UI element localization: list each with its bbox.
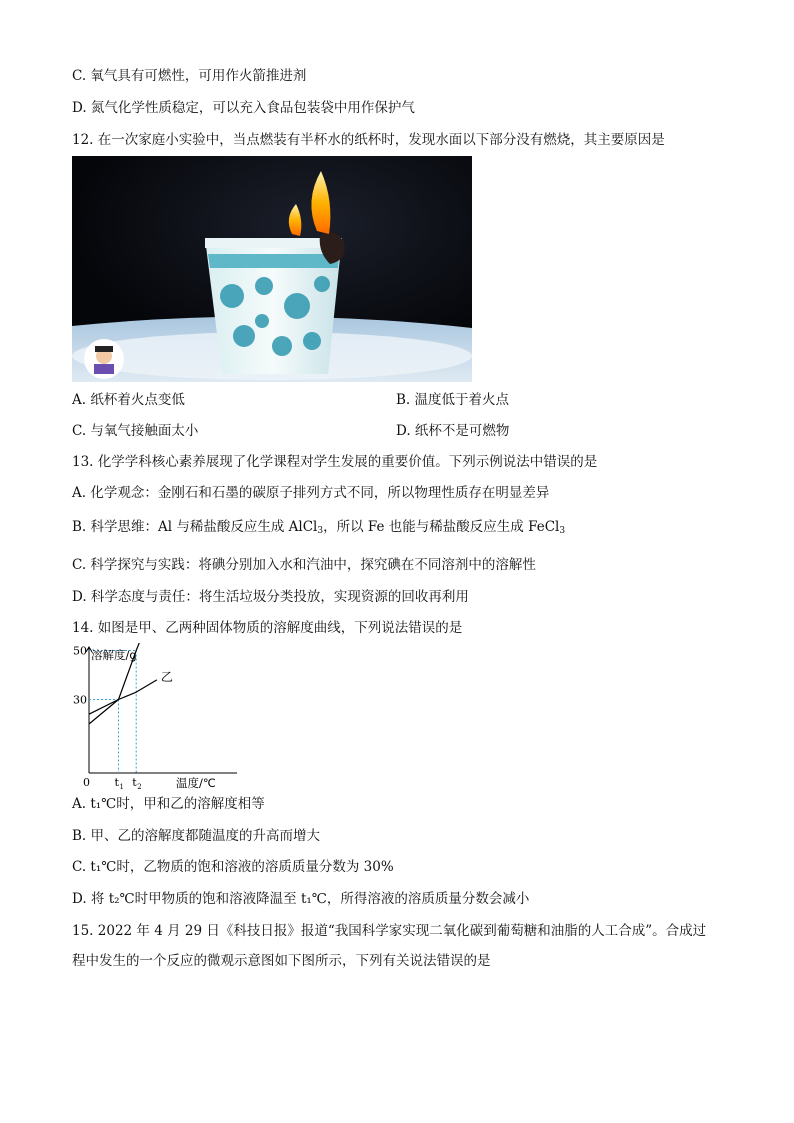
origin-label: 0 [83, 776, 90, 789]
question-13: 13. 化学学科核心素养展现了化学课程对学生发展的重要价值。下列示例说法中错误的是 [72, 454, 598, 470]
option-11d: D. 氮气化学性质稳定，可以充入食品包装袋中用作保护气 [72, 100, 415, 116]
option-12b: B. 温度低于着火点 [396, 392, 510, 408]
option-13b-text-1: B. 科学思维：Al 与稀盐酸反应生成 AlCl [72, 519, 318, 535]
solubility-chart [72, 643, 242, 793]
question-14: 14. 如图是甲、乙两种固体物质的溶解度曲线，下列说法错误的是 [72, 620, 463, 636]
x-tick-t2: t [132, 776, 137, 789]
option-13d: D. 科学态度与责任：将生活垃圾分类投放，实现资源的回收再利用 [72, 589, 469, 605]
question-15-line-2: 程中发生的一个反应的微观示意图如下图所示，下列有关说法错误的是 [72, 953, 491, 969]
x-tick-sub-2: 2 [137, 783, 142, 791]
y-axis-label: 溶解度/g [91, 648, 137, 662]
option-13b-text-2: ，所以 Fe 也能与稀盐酸反应生成 FeCl [323, 519, 560, 535]
option-12d: D. 纸杯不是可燃物 [396, 423, 510, 439]
subscript-1: 3 [317, 526, 324, 536]
option-13b [72, 518, 565, 540]
option-12a: A. 纸杯着火点变低 [72, 392, 185, 408]
y-tick-30: 30 [73, 693, 87, 707]
option-14c: C. t₁℃时，乙物质的饱和溶液的溶质质量分数为 30% [72, 859, 394, 875]
burning-paper-cup-photo [72, 156, 472, 382]
option-14a: A. t₁℃时，甲和乙的溶解度相等 [72, 796, 265, 812]
x-tick-t1: t [114, 776, 119, 789]
x-tick-sub-1: 1 [119, 783, 124, 791]
option-14d: D. 将 t₂℃时甲物质的饱和溶液降温至 t₁℃，所得溶液的溶质质量分数会减小 [72, 891, 530, 907]
option-11c: C. 氧气具有可燃性，可用作火箭推进剂 [72, 68, 307, 84]
option-13c: C. 科学探究与实践：将碘分别加入水和汽油中，探究碘在不同溶剂中的溶解性 [72, 557, 536, 573]
question-15-line-1: 15. 2022 年 4 月 29 日《科技日报》报道“我国科学家实现二氧化碳到葡萄糖和油脂的人工合成”。合成过 [72, 923, 707, 939]
y-tick-50: 50 [73, 644, 87, 658]
subscript-2: 3 [559, 526, 566, 536]
solubility-chart-svg [72, 643, 242, 793]
question-12: 12. 在一次家庭小实验中，当点燃装有半杯水的纸杯时，发现水面以下部分没有燃烧，其主要原因是 [72, 132, 665, 148]
x-axis-label: 温度/℃ [176, 776, 216, 790]
option-14b: B. 甲、乙的溶解度都随温度的升高而增大 [72, 828, 321, 844]
curve-1 [89, 680, 157, 714]
option-12c: C. 与氧气接触面太小 [72, 423, 199, 439]
series-label-1: 乙 [160, 669, 173, 684]
option-13a: A. 化学观念：金刚石和石墨的碳原子排列方式不同，所以物理性质存在明显差异 [72, 485, 550, 501]
